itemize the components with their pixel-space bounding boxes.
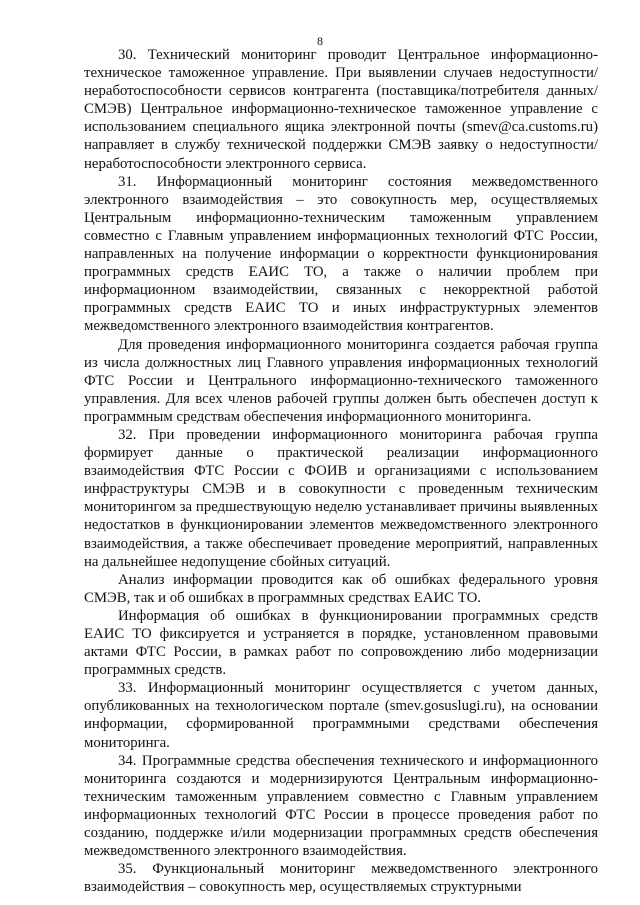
paragraph-error-fixing: Информация об ошибках в функционировании программных средств ЕАИС ТО фиксируется и устраняется в порядке, установленном правовыми актами ФТС России, в рамках работ по сопровождению либо модернизации программных средств. bbox=[84, 607, 598, 679]
paragraph-34-monitoring-software: 34. Программные средства обеспечения технического и информационного мониторинга создаются и модернизируются Центральным информационно-техническим таможенным управлением совместно с Главным управлением информационных технологий ФТС России в процессе проведения работ по созданию, поддержке и/или модернизации программных средств обеспечения межведомственного электронного взаимодействия. bbox=[84, 752, 598, 860]
paragraph-32-working-group-tasks: 32. При проведении информационного мониторинга рабочая группа формирует данные о практической реализации информационного взаимодействия ФТС России с ФОИВ и организациями с использованием инфраструктуры СМЭВ и в совокупности с проведенным техническим мониторингом за предшествующую неделю устанавливает причины выявленных недостатков в функционировании элементов межведомственного электронного взаимодействия, а также обеспечивает проведение мероприятий, направленных на дальнейшее недопущение сбойных ситуаций. bbox=[84, 426, 598, 570]
page-number: 8 bbox=[317, 34, 323, 48]
document-body bbox=[84, 46, 598, 896]
paragraph-33-portal-data: 33. Информационный мониторинг осуществляется с учетом данных, опубликованных на технологическом портале (smev.gosuslugi.ru), на основании информации, сформированной программными средствами обеспечения мониторинга. bbox=[84, 680, 598, 751]
paragraph-35-functional-monitoring: 35. Функциональный мониторинг межведомственного электронного взаимодействия – совокупность мер, осуществляемых структурными bbox=[84, 861, 598, 896]
paragraph-error-analysis: Анализ информации проводится как об ошибках федерального уровня СМЭВ, так и об ошибках в программных средствах ЕАИС ТО. bbox=[84, 571, 598, 606]
paragraph-31-information-monitoring: 31. Информационный мониторинг состояния межведомственного электронного взаимодействия – это совокупность мер, осуществляемых Центральным информационно-техническим таможенным управлением совместно с Главным управлением информационных технологий ФТС России, направленных на получение информации о корректности функционирования программных средств ЕАИС ТО, а также о наличии проблем при информационном взаимодействии, связанных с некорректной работой программных средств ЕАИС ТО и иных инфраструктурных элементов межведомственного электронного взаимодействия контрагентов. bbox=[84, 173, 598, 335]
paragraph-working-group: Для проведения информационного мониторинга создается рабочая группа из числа должностных лиц Главного управления информационных технологий ФТС России и Центрального информационно-технического таможенного управления. Для всех членов рабочей группы должен быть обеспечен доступ к программным средствам обеспечения информационного мониторинга. bbox=[84, 336, 598, 425]
paragraph-30-technical-monitoring: 30. Технический мониторинг проводит Центральное информационно-техническое таможенное управление. При выявлении случаев недоступности/неработоспособности сервисов контрагента (поставщика/потребителя данных/СМЭВ) Центральное информационно-техническое таможенное управление с использованием специального ящика электронной почты (smev@ca.customs.ru) направляет в службу технической поддержки СМЭВ заявку о недоступности/неработоспособности электронного сервиса. bbox=[84, 47, 598, 172]
